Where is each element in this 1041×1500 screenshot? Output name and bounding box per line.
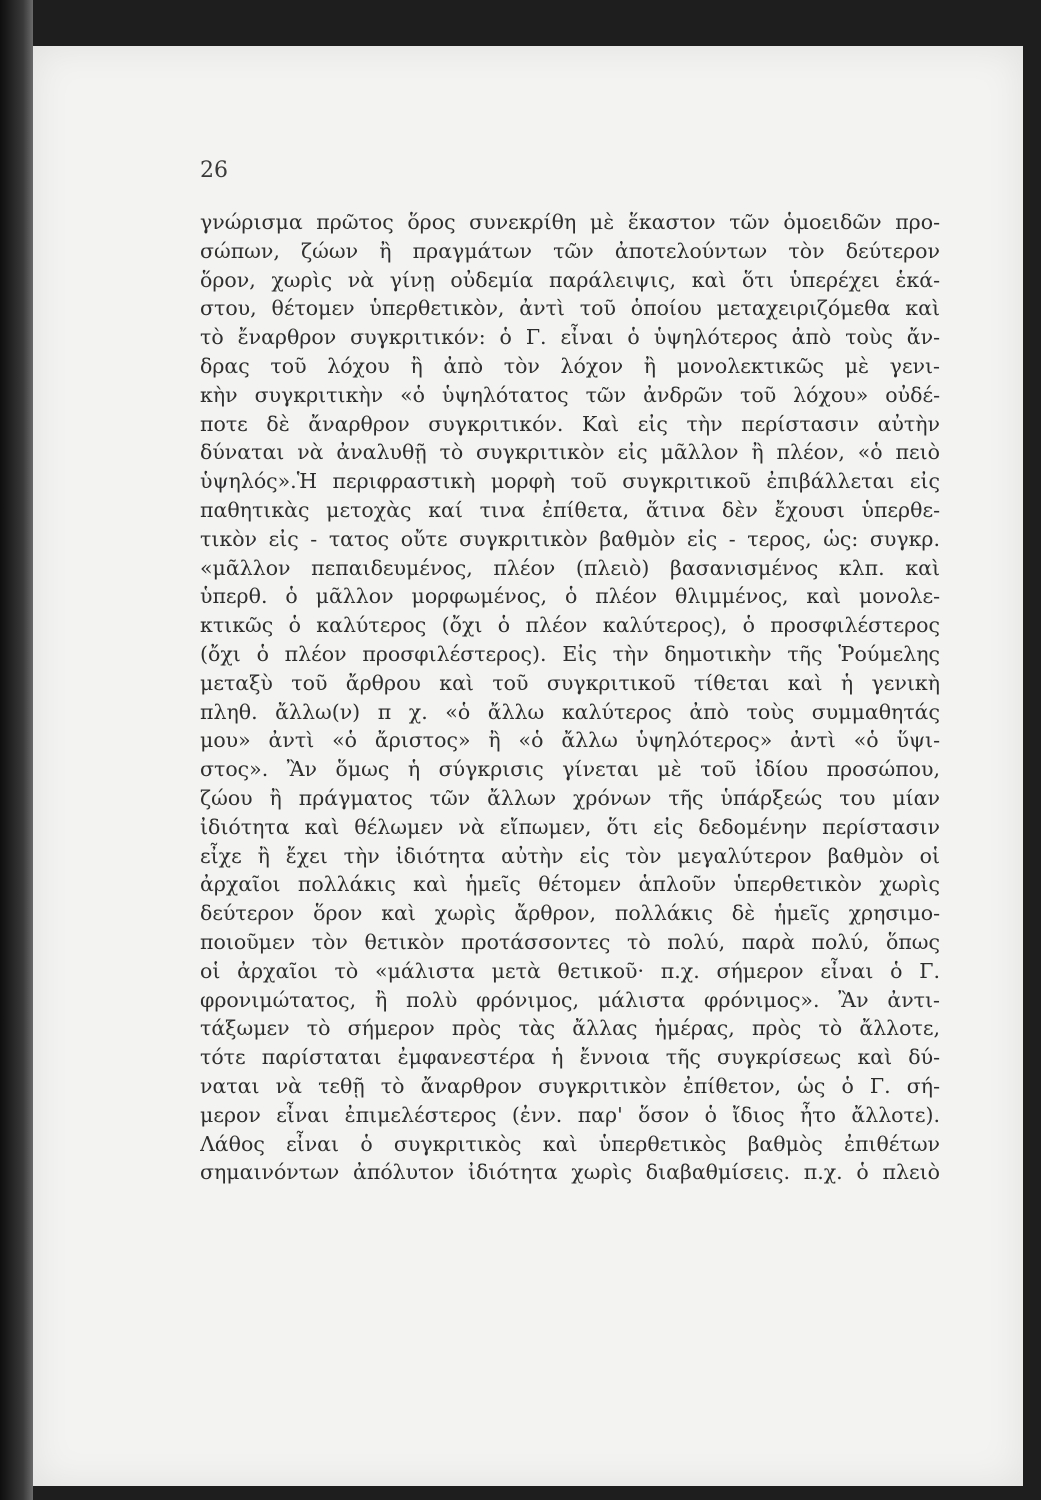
text-line: δεύτερον ὅρον καὶ χωρὶς ἄρθρον, πολλάκις δὲ ἡμεῖς χρησιμο- xyxy=(200,901,940,926)
text-line: μερον εἶναι ἐπιμελέστερος (ἐνν. παρ' ὅσον ὁ ἴδιος ἦτο ἄλλοτε). xyxy=(200,1102,940,1127)
text-line: τότε παρίσταται ἐμφανεστέρα ἡ ἔννοια τῆς συγκρίσεως καὶ δύ- xyxy=(200,1045,940,1070)
body-text xyxy=(200,208,940,1187)
text-line: ποιοῦμεν τὸν θετικὸν προτάσσοντες τὸ πολύ, παρὰ πολύ, ὅπως xyxy=(200,929,940,954)
text-line: ὑψηλός».Ἡ περιφραστικὴ μορφὴ τοῦ συγκριτικοῦ ἐπιβάλλεται εἰς xyxy=(200,469,940,494)
text-line: εἶχε ἢ ἔχει τὴν ἰδιότητα αὐτὴν εἰς τὸν μεγαλύτερον βαθμὸν οἱ xyxy=(200,843,940,868)
text-line: κτικῶς ὁ καλύτερος (ὄχι ὁ πλέον καλύτερος), ὁ προσφιλέστερος xyxy=(200,613,940,638)
text-line: ὅρον, χωρὶς νὰ γίνῃ οὐδεμία παράλειψις, καὶ ὅτι ὑπερέχει ἑκά- xyxy=(200,267,940,292)
text-line: Λάθος εἶναι ὁ συγκριτικὸς καὶ ὑπερθετικὸς βαθμὸς ἐπιθέτων xyxy=(200,1131,940,1156)
text-line: ὑπερθ. ὁ μᾶλλον μορφωμένος, ὁ πλέον θλιμμένος, καὶ μονολε- xyxy=(200,584,940,609)
page-number: 26 xyxy=(200,158,228,183)
text-line: σώπων, ζώων ἢ πραγμάτων τῶν ἀποτελούντων τὸν δεύτερον xyxy=(200,238,940,263)
text-line: μεταξὺ τοῦ ἄρθρου καὶ τοῦ συγκριτικοῦ τίθεται καὶ ἡ γενικὴ xyxy=(200,670,940,695)
text-line: κὴν συγκριτικὴν «ὁ ὑψηλότατος τῶν ἀνδρῶν τοῦ λόχου» οὐδέ- xyxy=(200,382,940,407)
text-line: οἱ ἀρχαῖοι τὸ «μάλιστα μετὰ θετικοῦ· π.χ. σήμερον εἶναι ὁ Γ. xyxy=(200,958,940,983)
text-line: δύναται νὰ ἀναλυθῇ τὸ συγκριτικὸν εἰς μᾶλλον ἢ πλέον, «ὁ πειὸ xyxy=(200,440,940,465)
text-line: μου» ἀντὶ «ὁ ἄριστος» ἢ «ὁ ἄλλω ὑψηλότερος» ἀντὶ «ὁ ὕψι- xyxy=(200,728,940,753)
text-line: «μᾶλλον πεπαιδευμένος, πλέον (πλειὸ) βασανισμένος κλπ. καὶ xyxy=(200,555,940,580)
text-line: ναται νὰ τεθῇ τὸ ἄναρθρον συγκριτικὸν ἐπίθετον, ὡς ὁ Γ. σή- xyxy=(200,1073,940,1098)
book-spine-edge xyxy=(0,0,33,1500)
text-line: πληθ. ἄλλω(ν) π χ. «ὁ ἄλλω καλύτερος ἀπὸ τοὺς συμμαθητάς xyxy=(200,699,940,724)
text-line: ποτε δὲ ἄναρθρον συγκριτικόν. Καὶ εἰς τὴν περίστασιν αὐτὴν xyxy=(200,411,940,436)
text-line: τικὸν εἰς - τατος οὔτε συγκριτικὸν βαθμὸν εἰς - τερος, ὡς: συγκρ. xyxy=(200,526,940,551)
text-line: ζώου ἢ πράγματος τῶν ἄλλων χρόνων τῆς ὑπάρξεώς του μίαν xyxy=(200,785,940,810)
text-line: (ὄχι ὁ πλέον προσφιλέστερος). Εἰς τὴν δημοτικὴν τῆς Ῥούμελης xyxy=(200,641,940,666)
text-line: ἀρχαῖοι πολλάκις καὶ ἡμεῖς θέτομεν ἁπλοῦν ὑπερθετικὸν χωρὶς xyxy=(200,872,940,897)
text-line: τὸ ἔναρθρον συγκριτικόν: ὁ Γ. εἶναι ὁ ὑψηλότερος ἀπὸ τοὺς ἄν- xyxy=(200,325,940,350)
text-line: τάξωμεν τὸ σήμερον πρὸς τὰς ἄλλας ἡμέρας, πρὸς τὸ ἄλλοτε, xyxy=(200,1016,940,1041)
text-line: γνώρισμα πρῶτος ὅρος συνεκρίθη μὲ ἕκαστον τῶν ὁμοειδῶν προ- xyxy=(200,210,940,234)
text-line: παθητικὰς μετοχὰς καί τινα ἐπίθετα, ἅτινα δὲν ἔχουσι ὑπερθε- xyxy=(200,497,940,522)
text-line: δρας τοῦ λόχου ἢ ἀπὸ τὸν λόχον ἢ μονολεκτικῶς μὲ γενι- xyxy=(200,353,940,378)
text-line: στος». Ἂν ὅμως ἡ σύγκρισις γίνεται μὲ τοῦ ἰδίου προσώπου, xyxy=(200,757,940,782)
text-line: φρονιμώτατος, ἢ πολὺ φρόνιμος, μάλιστα φρόνιμος». Ἂν ἀντι- xyxy=(200,987,940,1012)
text-line: ἰδιότητα καὶ θέλωμεν νὰ εἴπωμεν, ὅτι εἰς δεδομένην περίστασιν xyxy=(200,814,940,839)
text-line: σημαινόντων ἀπόλυτον ἰδιότητα χωρὶς διαβαθμίσεις. π.χ. ὁ πλειὸ xyxy=(200,1160,940,1185)
text-line: στου, θέτομεν ὑπερθετικὸν, ἀντὶ τοῦ ὁποίου μεταχειριζόμεθα καὶ xyxy=(200,296,940,321)
